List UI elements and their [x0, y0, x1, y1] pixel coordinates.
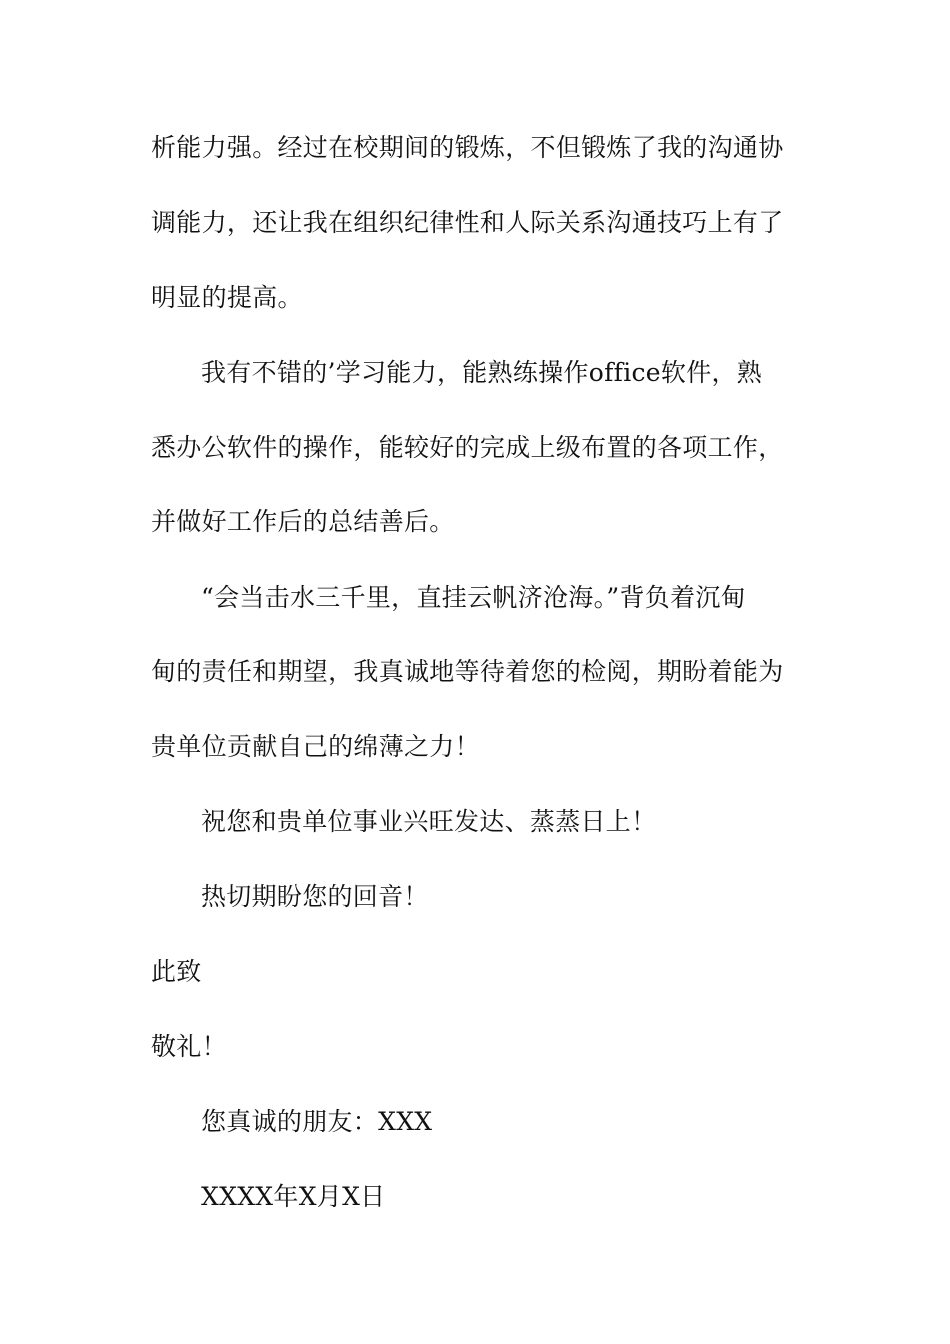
text-line-9: 贵单位贡献自己的绵薄之力！: [151, 732, 480, 761]
text-line-6: 并做好工作后的总结善后。: [151, 507, 455, 536]
signature-line: 您真诚的朋友：XXX: [201, 1107, 433, 1136]
closing-line: 敬礼！: [151, 1032, 227, 1061]
text-line-1: 析能力强。经过在校期间的锻炼，不但锻炼了我的沟通协: [151, 133, 784, 162]
date-line: XXXX年X月X日: [201, 1182, 386, 1211]
text-line-11: 热切期盼您的回音！: [201, 882, 429, 911]
text-line-7: “会当击水三千里，直挂云帆济沧海。”背负着沉甸: [201, 583, 746, 612]
text-line-4: 我有不错的’学习能力，能熟练操作office软件，熟: [201, 358, 763, 387]
text-line-8: 甸的责任和期望，我真诚地等待着您的检阅，期盼着能为: [151, 657, 784, 686]
text-line-3: 明显的提高。: [151, 283, 303, 312]
text-line-10: 祝您和贵单位事业兴旺发达、蒸蒸日上！: [201, 807, 657, 836]
salutation-line: 此致: [151, 957, 202, 986]
text-line-2: 调能力，还让我在组织纪律性和人际关系沟通技巧上有了: [151, 208, 784, 237]
text-line-5: 悉办公软件的操作，能较好的完成上级布置的各项工作，: [151, 433, 784, 462]
